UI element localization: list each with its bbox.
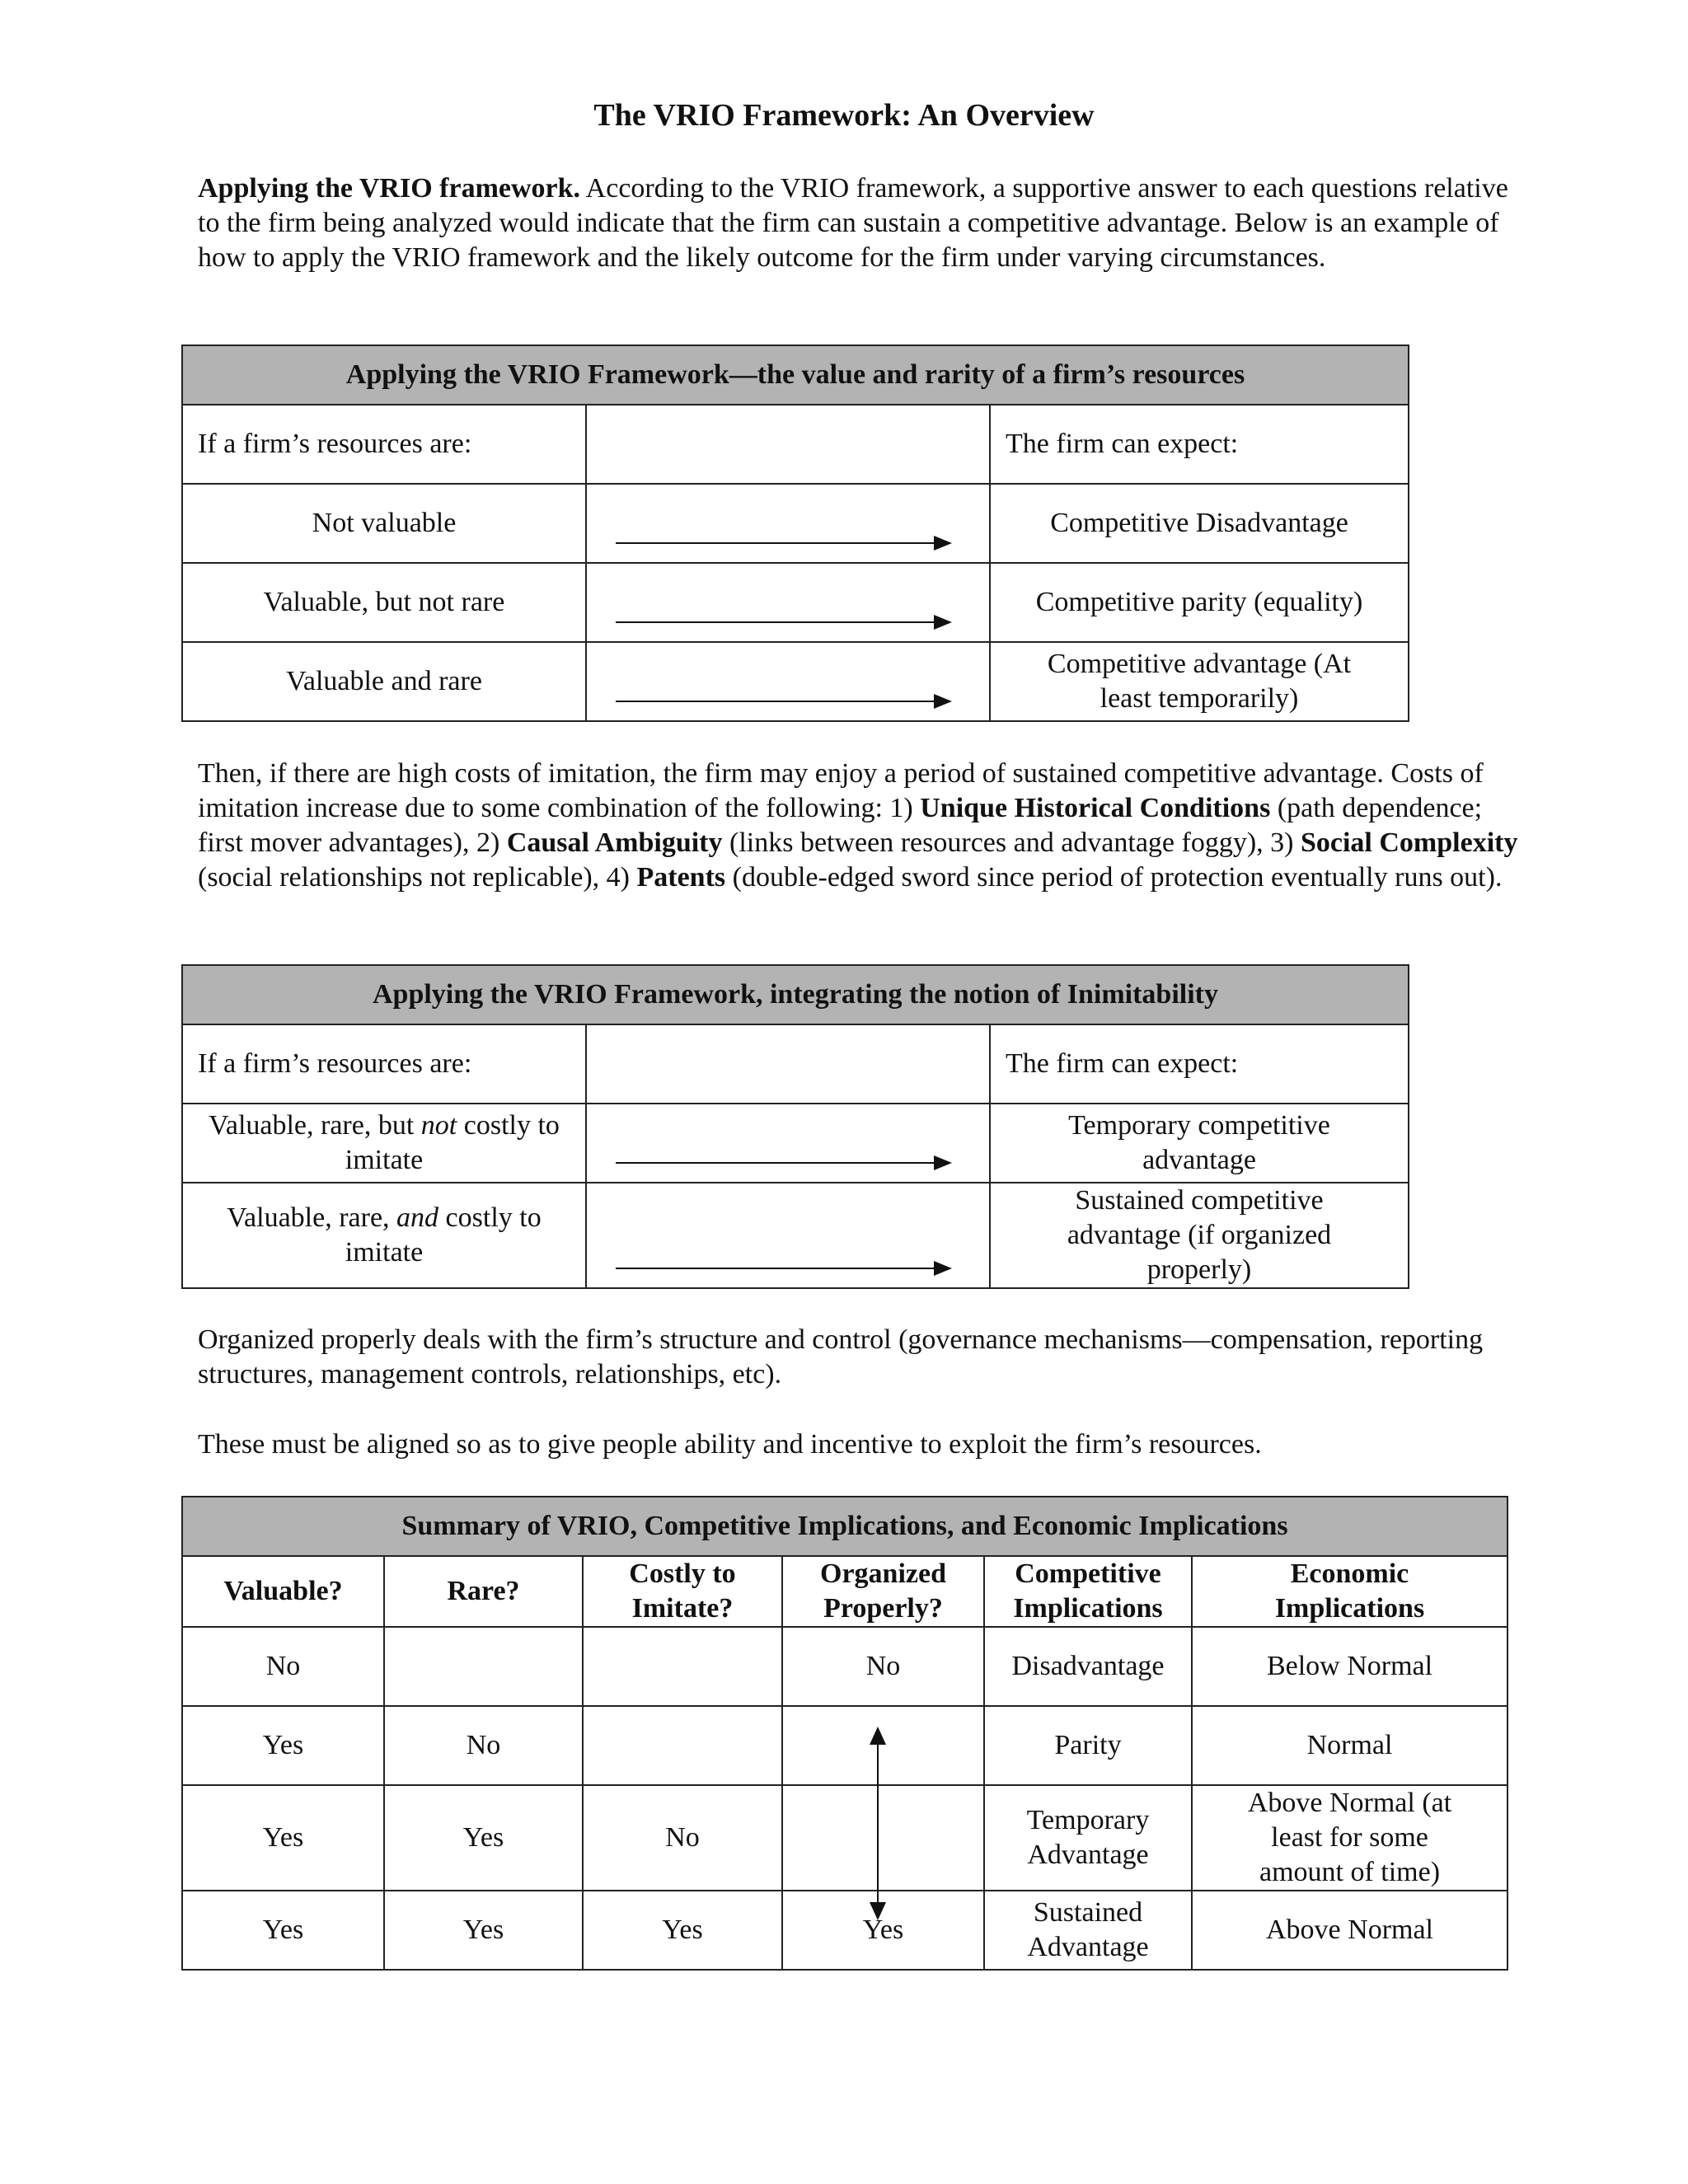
column-header-costly: Costly to Imitate? [583,1556,782,1627]
table-cell: Yes [583,1891,782,1970]
term-causal-ambiguity: Causal Ambiguity [506,827,723,858]
table-cell: No [182,1627,384,1706]
table2-col-left: If a firm’s resources are: [182,1024,586,1104]
outcome-cell: Competitive advantage (At least temporarily) [990,642,1409,721]
resource-text-a: Valuable, rare, but [209,1110,421,1141]
table-row [182,484,1409,563]
table-cell [782,1785,984,1891]
outcome-cell: Sustained competitive advantage (if organized properly) [990,1183,1409,1288]
table-cell: Yes [384,1785,583,1891]
intro-lead: Applying the VRIO framework. [198,173,581,204]
table-cell [384,1627,583,1706]
resource-text-b: costly to imitate [345,1110,560,1175]
resource-emphasis: and [396,1202,439,1233]
table-cell: No [782,1627,984,1706]
resource-text-a: Valuable, rare, [227,1202,397,1233]
vrio-summary-table [181,1496,1508,1971]
table-row [182,1706,1507,1785]
outcome-cell: Competitive Disadvantage [990,484,1409,563]
table2-header: Applying the VRIO Framework, integrating the notion of Inimitability [182,965,1409,1024]
table-cell: Disadvantage [984,1627,1192,1706]
table-cell: Below Normal [1192,1627,1507,1706]
term-patents: Patents [636,862,726,893]
table-cell [782,1706,984,1785]
table-cell: Yes [782,1891,984,1970]
imitation-text-1: Then, if there are high costs of imitation, the firm may enjoy a period of sustained competitive advantage. Costs of imitation increase due to some combination of the following: 1) [198,758,1484,823]
imitation-text-2: (path dependence; first mover advantages), 2) [198,793,1483,858]
table-cell: No [384,1706,583,1785]
organized-paragraph: Organized properly deals with the firm’s structure and control (governance mechanisms—compensation, reporting structures, management controls, relationships, etc). [198,1324,1484,1390]
table-cell: Temporary Advantage [984,1785,1192,1891]
resource-cell: Valuable and rare [182,642,586,721]
double-arrow-icon [877,1743,879,1904]
term-social-complexity: Social Complexity [1300,827,1518,858]
table-cell: Normal [1192,1706,1507,1785]
right-arrow-icon [586,563,990,642]
aligned-paragraph: These must be aligned so as to give people ability and incentive to exploit the firm’s resources. [198,1429,1262,1460]
imitation-text-5: (double-edged sword since period of protection eventually runs out). [725,862,1503,893]
table-cell: Yes [182,1785,384,1891]
resource-text-b: costly to imitate [345,1202,542,1268]
table1-blank [586,405,990,484]
table-cell [583,1706,782,1785]
column-header-economic: Economic Implications [1192,1556,1507,1627]
imitation-text-3: (links between resources and advantage foggy), 3) [722,827,1301,858]
resource-cell [182,1183,586,1288]
table-row [182,1785,1507,1891]
imitation-paragraph [198,757,1525,895]
resource-emphasis: not [420,1110,457,1141]
table-row [182,1104,1409,1183]
table-cell: No [583,1785,782,1891]
table-cell: Sustained Advantage [984,1891,1192,1970]
table-cell: Yes [182,1706,384,1785]
imitation-text-4: (social relationships not replicable), 4) [198,862,637,893]
table-row [182,1891,1507,1970]
right-arrow-icon [586,642,990,721]
outcome-cell: Temporary competitive advantage [990,1104,1409,1183]
table-row [182,1183,1409,1288]
right-arrow-icon [586,484,990,563]
table2-blank [586,1024,990,1104]
intro-text: According to the VRIO framework, a supportive answer to each questions relative to the firm being analyzed would indicate that the firm can sustain a competitive advantage. Below is an example of how to apply the VRIO framework and the likely outcome for the firm under varying circumstances. [198,173,1508,273]
vrio-inimitability-table [181,964,1409,1289]
intro-paragraph [198,171,1517,275]
column-header-valuable: Valuable? [182,1556,384,1627]
table-cell [583,1627,782,1706]
table1-col-left: If a firm’s resources are: [182,405,586,484]
table-cell: Yes [384,1891,583,1970]
vrio-value-rarity-table [181,344,1409,722]
right-arrow-icon [586,1104,990,1183]
table3-header: Summary of VRIO, Competitive Implications, and Economic Implications [182,1497,1507,1556]
table1-header: Applying the VRIO Framework—the value and rarity of a firm’s resources [182,345,1409,405]
column-header-competitive: Competitive Implications [984,1556,1192,1627]
table-cell: Yes [182,1891,384,1970]
table-row [182,563,1409,642]
term-unique-historical: Unique Historical Conditions [920,793,1271,823]
table1-col-right: The firm can expect: [990,405,1409,484]
table-row [182,1627,1507,1706]
table-row [182,642,1409,721]
page-title: The VRIO Framework: An Overview [593,98,1095,133]
resource-cell: Valuable, but not rare [182,563,586,642]
column-header-rare: Rare? [384,1556,583,1627]
column-header-organized: Organized Properly? [782,1556,984,1627]
table-cell: Above Normal (at least for some amount of time) [1192,1785,1507,1891]
right-arrow-icon [586,1183,990,1288]
resource-cell: Not valuable [182,484,586,563]
table-cell: Parity [984,1706,1192,1785]
outcome-cell: Competitive parity (equality) [990,563,1409,642]
table-cell: Above Normal [1192,1891,1507,1970]
resource-cell [182,1104,586,1183]
table2-col-right: The firm can expect: [990,1024,1409,1104]
